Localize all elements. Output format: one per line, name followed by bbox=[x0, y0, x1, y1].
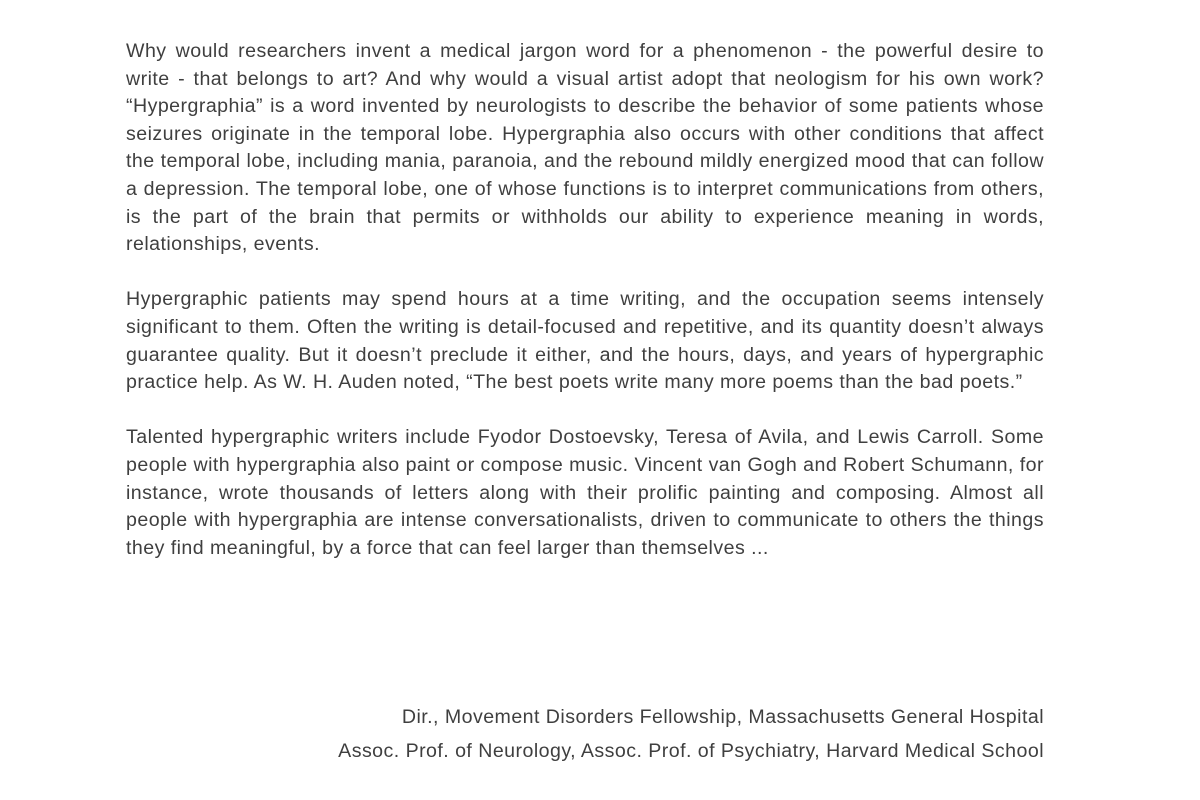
paragraph-1: Why would researchers invent a medical jargon word for a phenomenon - the powerful desire to write - that belongs to art? And why would a visual artist adopt that neologism for his own work? “Hypergraphia” is a word invented by neurologists to describe the behavior of some patients whose seizures originate in the temporal lobe. Hypergraphia also occurs with other conditions that affect the temporal lobe, including mania, paranoia, and the rebound mildly energized mood that can follow a depression. The temporal lobe, one of whose functions is to interpret communications from others, is the part of the brain that permits or withholds our ability to experience meaning in words, relationships, events. bbox=[126, 40, 1044, 256]
paragraph-3: Talented hypergraphic writers include Fyodor Dostoevsky, Teresa of Avila, and Lewis Carroll. Some people with hypergraphia also paint or compose music. Vincent van Gogh and Robert Schumann, for instance, wrote thousands of letters along with their prolific painting and composing. Almost all people with hypergraphia are intense conversationalists, driven to communicate to others the things they find meaningful, by a force that can feel larger than themselves ... bbox=[126, 426, 1044, 559]
affiliation-line-2: Assoc. Prof. of Neurology, Assoc. Prof. of Psychiatry, Harvard Medical School bbox=[338, 740, 1044, 762]
author-affiliation bbox=[338, 700, 1044, 768]
essay-body bbox=[126, 38, 1044, 562]
affiliation-line-1: Dir., Movement Disorders Fellowship, Massachusetts General Hospital bbox=[401, 706, 1044, 728]
paragraph-2: Hypergraphic patients may spend hours at a time writing, and the occupation seems intensely significant to them. Often the writing is detail-focused and repetitive, and its quantity doesn’t always guarantee quality. But it doesn’t preclude it either, and the hours, days, and years of hypergraphic practice help. As W. H. Auden noted, “The best poets write many more poems than the bad poets.” bbox=[126, 288, 1044, 394]
